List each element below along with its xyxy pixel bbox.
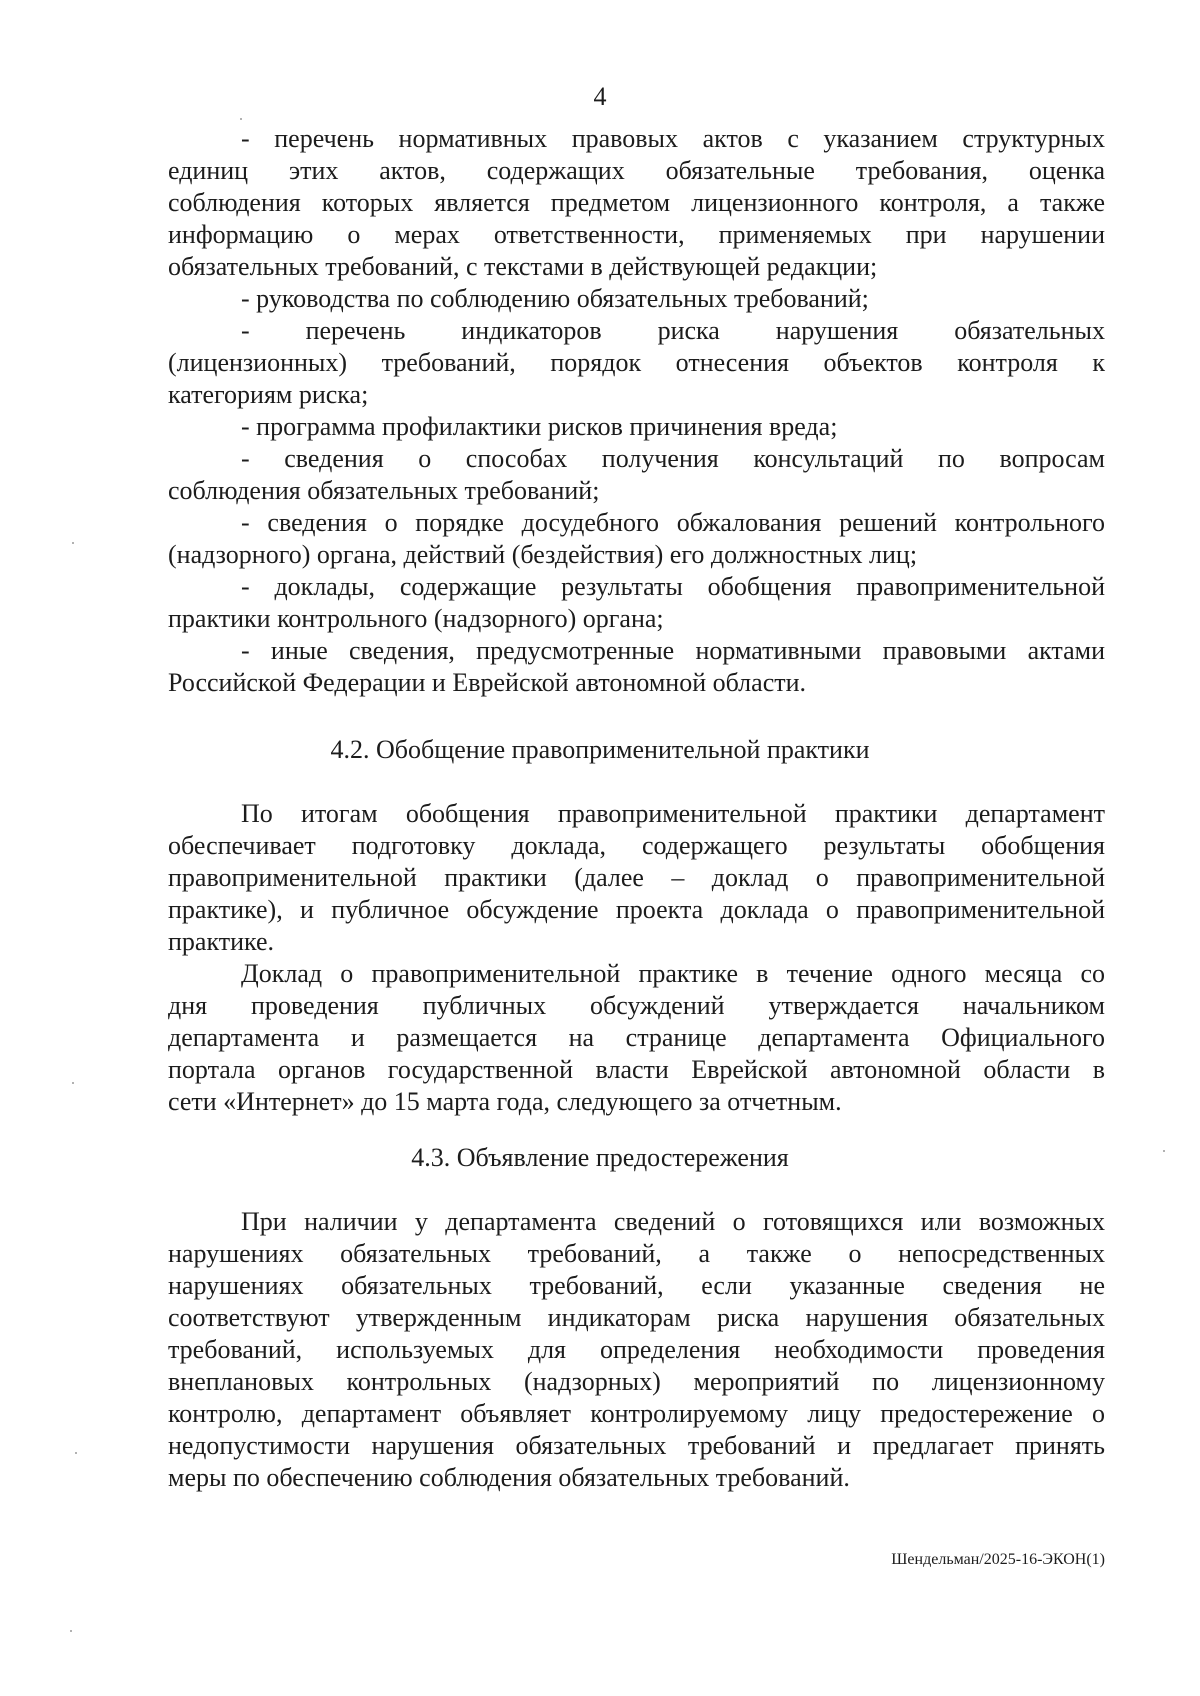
list-item: - перечень индикаторов риска нарушения обязательных (лицензионных) требований, порядок отнесения объектов контроля к категориям риска; — [168, 316, 1105, 409]
scan-speck — [72, 1082, 74, 1084]
scan-speck — [72, 542, 74, 544]
section-4-3-body — [168, 1206, 1105, 1494]
list-item: - иные сведения, предусмотренные нормативными правовыми актами Российской Федерации и Еврейской автономной области. — [168, 636, 1105, 697]
list-item: - сведения о порядке досудебного обжалования решений контрольного (надзорного) органа, действий (бездействия) его должностных лиц; — [168, 508, 1105, 569]
list-item: - руководства по соблюдению обязательных требований; — [241, 284, 869, 313]
scan-speck — [70, 1630, 72, 1632]
scan-speck — [240, 118, 242, 120]
document-code: Шендельман/2025-16-ЭКОН(1) — [891, 1551, 1105, 1568]
section-4-2-body — [168, 798, 1105, 1118]
list-item: - перечень нормативных правовых актов с указанием структурных единиц этих актов, содержащих обязательные требования, оценка соблюдения которых является предметом лицензионного контроля, а также информацию о мерах ответственности, применяемых при нарушении обязательных требований, с текстами в действующей редакции; — [168, 124, 1105, 281]
list-item: - сведения о способах получения консультаций по вопросам соблюдения обязательных требований; — [168, 444, 1105, 505]
list-item: - программа профилактики рисков причинения вреда; — [241, 412, 838, 441]
paragraph: По итогам обобщения правоприменительной практики департамент обеспечивает подготовку доклада, содержащего результаты обобщения правоприменительной практики (далее – доклад о правоприменительной практике), и публичное обсуждение проекта доклада о правоприменительной практике. — [168, 799, 1105, 956]
scan-speck — [75, 1452, 77, 1454]
paragraph: При наличии у департамента сведений о готовящихся или возможных нарушениях обязательных требований, а также о непосредственных нарушениях обязательных требований, если указанные сведения не соответствуют утвержденным индикаторам риска нарушения обязательных требований, используемых для определения необходимости проведения внеплановых контрольных (надзорных) мероприятий по лицензионному контролю, департамент объявляет контролируемому лицу предостережение о недопустимости нарушения обязательных требований и предлагает принять меры по обеспечению соблюдения обязательных требований. — [168, 1207, 1105, 1492]
section-heading-4-2: 4.2. Обобщение правоприменительной практики — [330, 735, 870, 764]
section-heading-4-3: 4.3. Объявление предостережения — [411, 1143, 789, 1172]
list-item: - доклады, содержащие результаты обобщения правоприменительной практики контрольного (надзорного) органа; — [168, 572, 1105, 633]
paragraph: Доклад о правоприменительной практике в течение одного месяца со дня проведения публичных обсуждений утверждается начальником департамента и размещается на странице департамента Официального портала органов государственной власти Еврейской автономной области в сети «Интернет» до 15 марта года, следующего за отчетным. — [168, 959, 1105, 1116]
scan-speck — [1163, 1150, 1165, 1152]
list-block — [168, 123, 1105, 699]
page-number: 4 — [593, 82, 607, 111]
